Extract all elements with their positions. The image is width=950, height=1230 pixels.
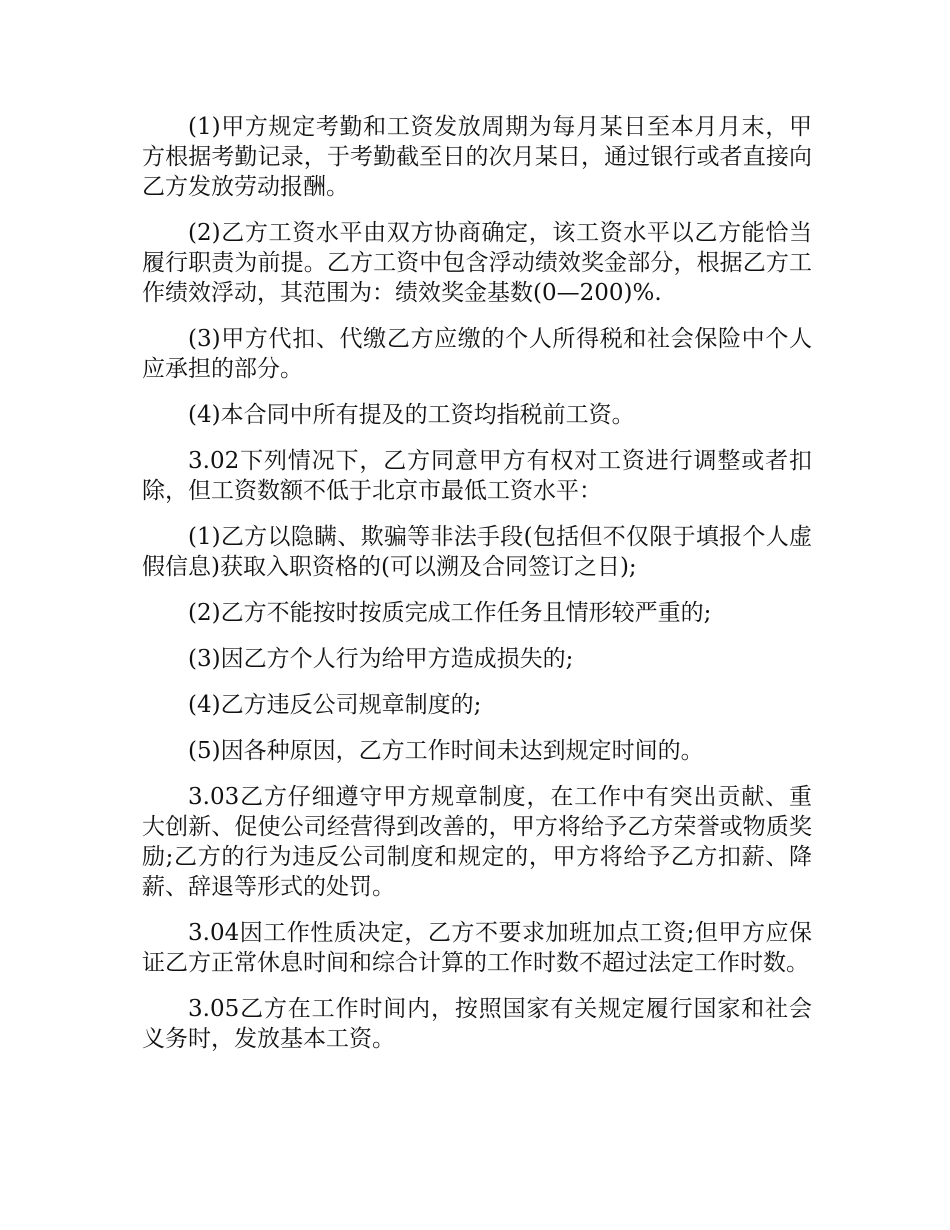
paragraph-tax-withholding: (3)甲方代扣、代缴乙方应缴的个人所得税和社会保险中个人应承担的部分。 bbox=[142, 326, 812, 382]
paragraph-item-1-fraud: (1)乙方以隐瞒、欺骗等非法手段(包括但不仅限于填报个人虚假信息)获取入职资格的(可以溯及合同签订之日); bbox=[142, 524, 812, 580]
paragraph-section-3-03: 3.03乙方仔细遵守甲方规章制度，在工作中有突出贡献、重大创新、促使公司经营得到改善的，甲方将给予乙方荣誉或物质奖励;乙方的行为违反公司制度和规定的，甲方将给予乙方扣薪、降薪、辞退等形式的处罚。 bbox=[142, 784, 812, 900]
paragraph-salary-level: (2)乙方工资水平由双方协商确定，该工资水平以乙方能恰当履行职责为前提。乙方工资中包含浮动绩效奖金部分，根据乙方工作绩效浮动，其范围为：绩效奖金基数(0—200)%. bbox=[142, 220, 812, 306]
paragraph-pretax-wage: (4)本合同中所有提及的工资均指税前工资。 bbox=[188, 402, 635, 428]
paragraph-item-3-loss: (3)因乙方个人行为给甲方造成损失的; bbox=[188, 646, 574, 672]
paragraph-item-2-tasks: (2)乙方不能按时按质完成工作任务且情形较严重的; bbox=[188, 600, 712, 626]
paragraph-attendance-pay-cycle: (1)甲方规定考勤和工资发放周期为每月某日至本月月末，甲方根据考勤记录，于考勤截至日的次月某日，通过银行或者直接向乙方发放劳动报酬。 bbox=[142, 114, 812, 200]
paragraph-section-3-02: 3.02下列情况下，乙方同意甲方有权对工资进行调整或者扣除，但工资数额不低于北京市最低工资水平： bbox=[142, 448, 812, 504]
paragraph-section-3-04: 3.04因工作性质决定，乙方不要求加班加点工资;但甲方应保证乙方正常休息时间和综合计算的工作时数不超过法定工作时数。 bbox=[142, 920, 812, 976]
paragraph-section-3-05: 3.05乙方在工作时间内，按照国家有关规定履行国家和社会义务时，发放基本工资。 bbox=[142, 996, 812, 1052]
paragraph-item-5-time: (5)因各种原因，乙方工作时间未达到规定时间的。 bbox=[188, 738, 704, 764]
paragraph-item-4-rules: (4)乙方违反公司规章制度的; bbox=[188, 692, 482, 718]
document-page bbox=[142, 112, 812, 1070]
